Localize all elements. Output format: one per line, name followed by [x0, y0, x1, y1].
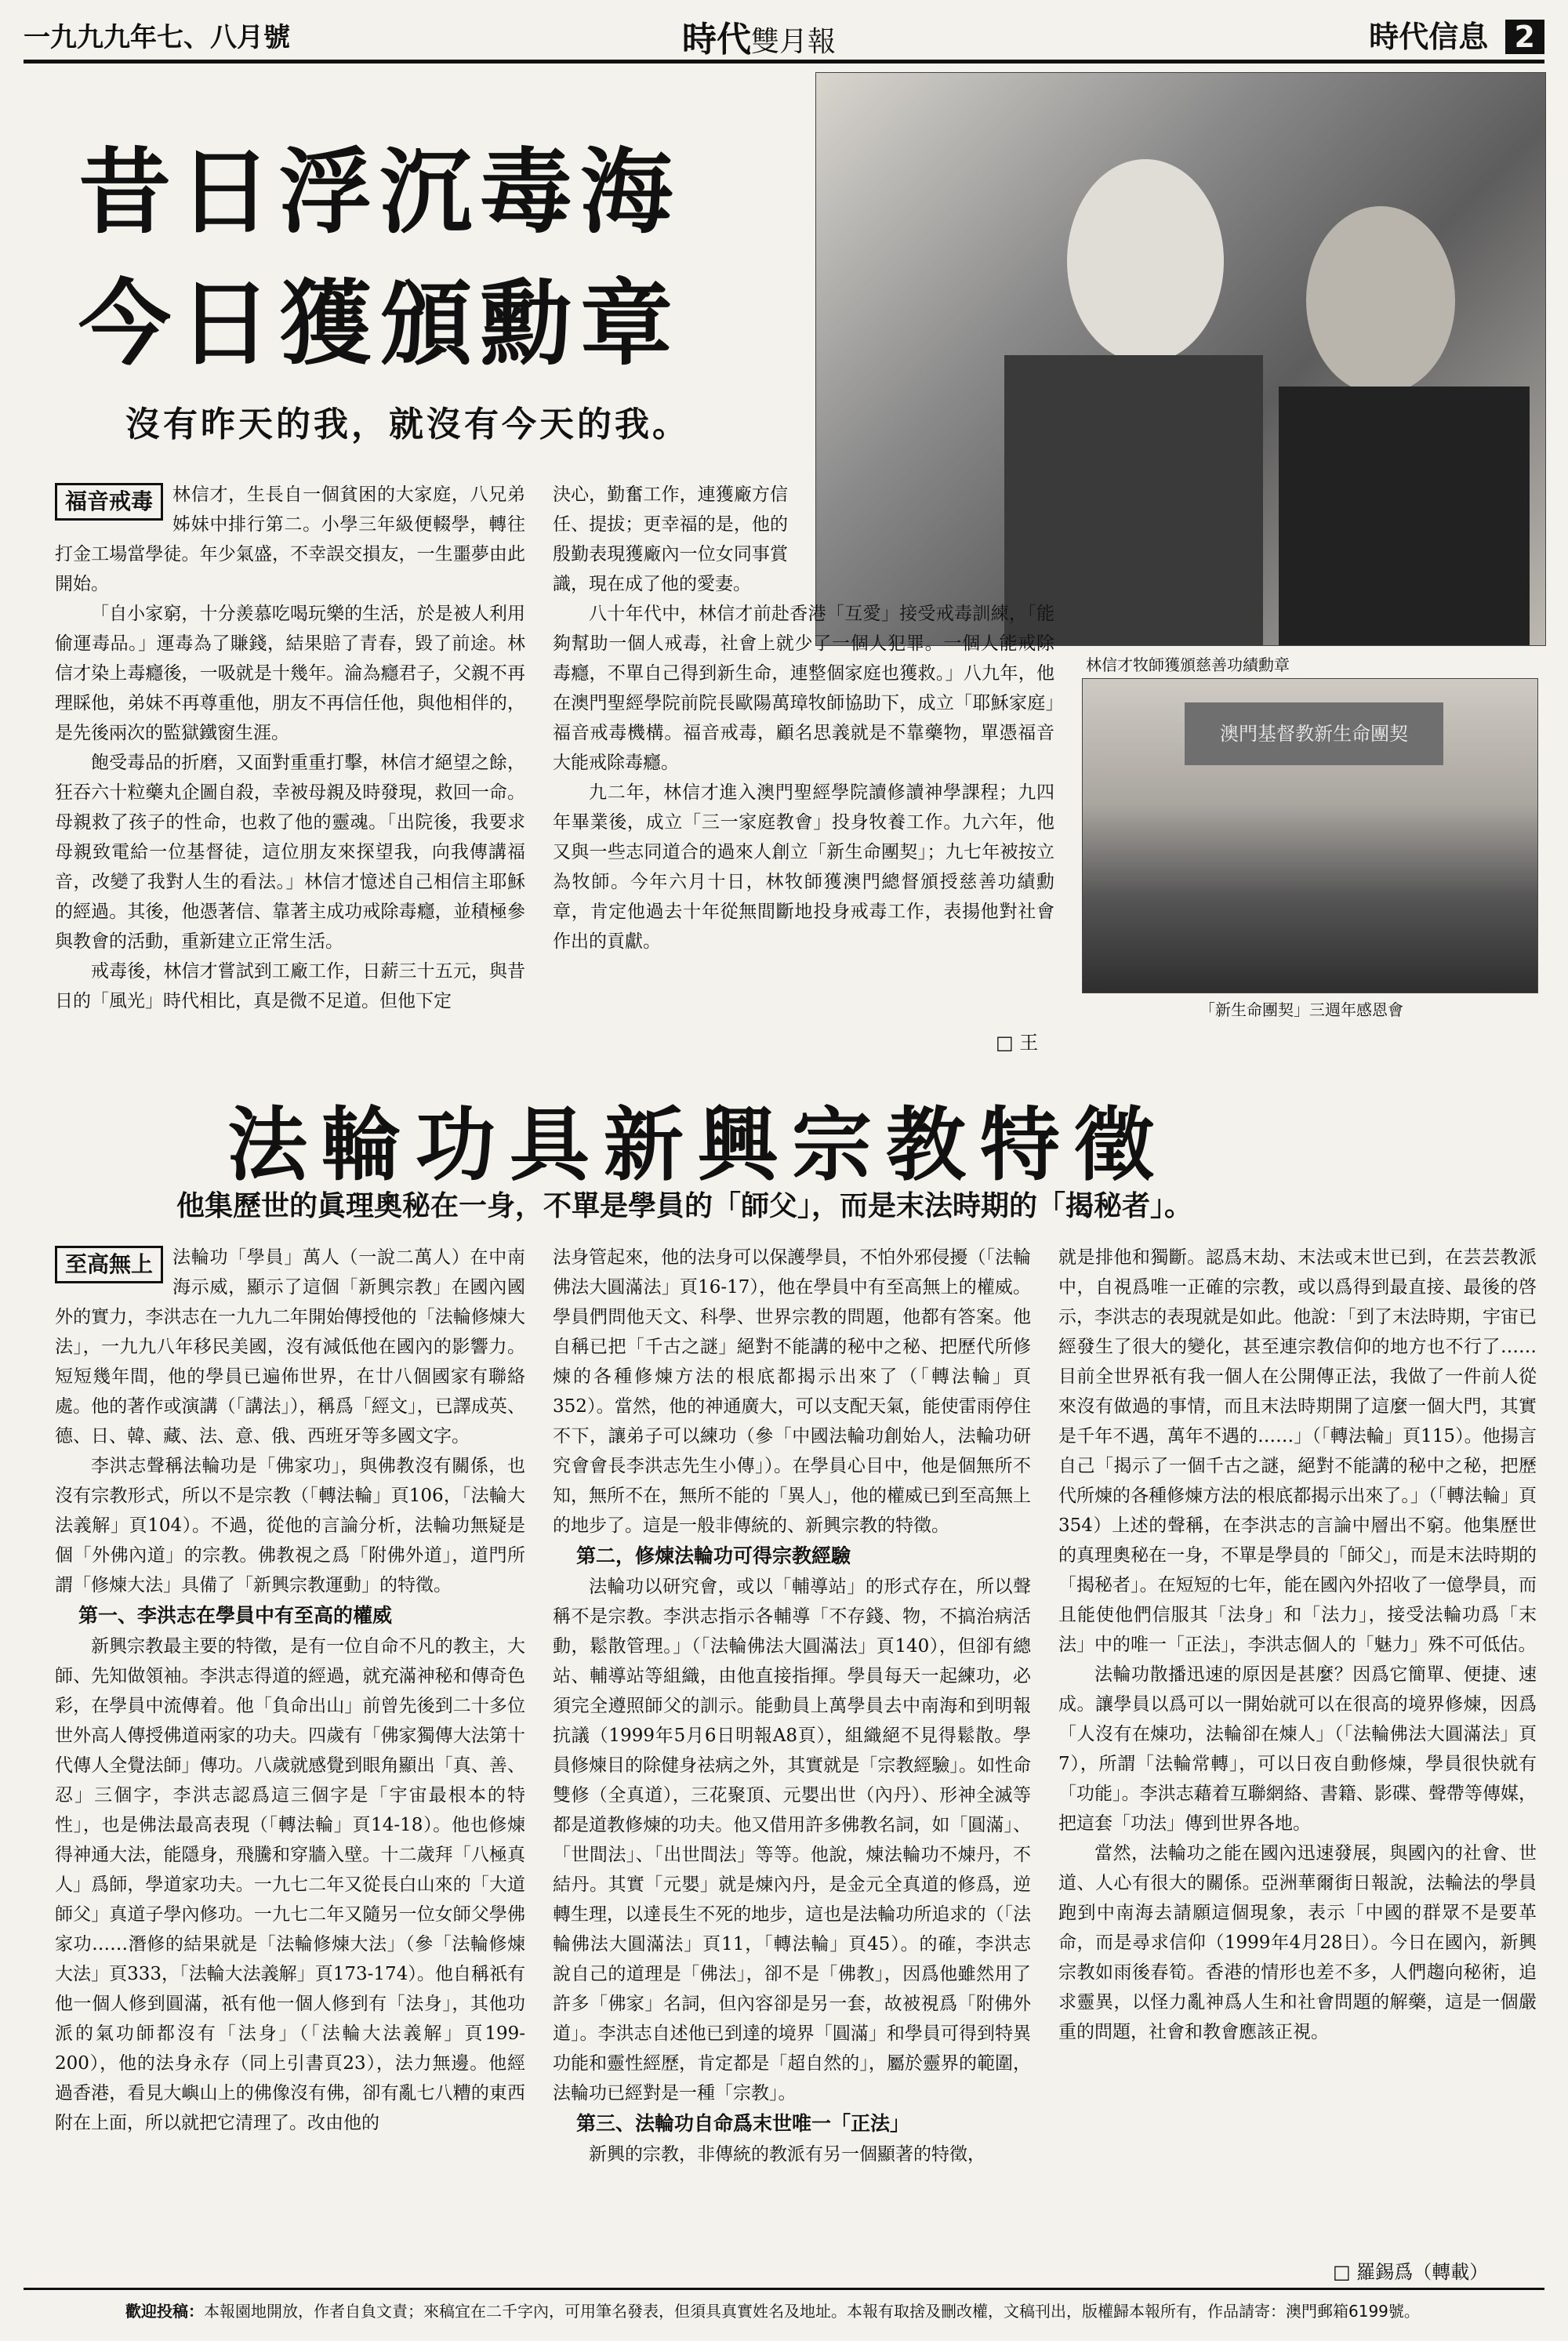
footer-notice: [125, 2299, 1537, 2321]
paper-title-sub: 雙月報: [751, 26, 837, 58]
article1-paragraph: 九二年，林信才進入澳門聖經學院讀修讀神學課程；九四年畢業後，成立「三一家庭教會」投身牧養工作。九六年，他又與一些志同道合的過來人創立「新生命團契」；九七年被按立為牧師。今年六月十日，林牧師獲澳門總督頒授慈善功績勳章，肯定他過去十年從無間斷地投身戒毒工作，表揚他對社會作出的貢獻。: [553, 782, 1054, 952]
article2-paragraph: 法身管起來，他的法身可以保護學員，不怕外邪侵擾（「法輪佛法大圓滿法」頁16-17），他在學員中有至高無上的權威。學員們問他天文、科學、世界宗教的問題，他都有答案。他自稱已把「千古之謎」絕對不能講的秘中之秘、把歷代所修煉的各種修煉方法的根底都揭示出來了（「轉法輪」頁352）。當然，他的神通廣大，可以支配天氣，能使雷雨停住不下，讓弟子可以練功（參「中國法輪功創始人，法輪功研究會會長李洪志先生小傳」）。在學員心目中，他是個無所不知，無所不在，無所不能的「異人」，他的權威已到至高無上的地步了。這是一般非傳統的、新興宗教的特徵。: [553, 1247, 1031, 1536]
article1-subtitle: 沒有昨天的我，就沒有今天的我。: [125, 405, 690, 445]
masthead-rule: [24, 60, 1544, 64]
article1-badge: 福音戒毒: [55, 483, 163, 521]
article2-column3: [1058, 1243, 1537, 2047]
article2-paragraph: 當然，法輪功之能在國內迅速發展，與國內的社會、世道、人心有很大的關係。亞洲華爾街日報說，法輪法的學員跑到中南海去請願這個現象，表示「中國的群眾不是要革命，而是尋求信仰（1999年4月28日）。今日在國內，新興宗教如雨後春筍。香港的情形也差不多，人們趨向秘術，追求靈異，以怪力亂神爲人生和社會問題的解藥，這是一個嚴重的問題，社會和教會應該正視。: [1058, 1843, 1537, 2042]
article2-paragraph: 新興宗教最主要的特徵，是有一位自命不凡的教主，大師、先知做領袖。李洪志得道的經過，就充滿神秘和傳奇色彩，在學員中流傳着。他「負命出山」前曾先後到二十多位世外高人傳授佛道兩家的功夫。四歲有「佛家獨傳大法第十代傳人全覺法師」傳功。八歲就感覺到眼角顯出「真、善、忍」三個字，李洪志認爲這三個字是「宇宙最根本的特性」，也是佛法最高表現（「轉法輪」頁14-18）。他也修煉得神通大法，能隱身，飛騰和穿牆入壁。十二歲拜「八極真人」爲師，學道家功夫。一九七二年又從長白山來的「大道師父」真道子學內修功。一九七二年又隨另一位女師父學佛家功……潛修的結果就是「法輪修煉大法」（參「法輪修煉大法」頁333，「法輪大法義解」頁173-174）。他自稱祇有他一個人修到圓滿，祇有他一個人修到有「法身」，其他功派的氣功師都沒有「法身」（「法輪大法義解」頁199-200），他的法身永存（同上引書頁23），法力無邊。他經過香港，看見大嶼山上的佛像沒有佛，卻有亂七八糟的東西附在上面，所以就把它清理了。改由他的: [55, 1636, 525, 2133]
footer-rule: [24, 2288, 1544, 2290]
article2-byline: □ 羅錫爲（轉載）: [1333, 2261, 1489, 2283]
article1-headline-line1: 昔日浮沉毒海: [78, 137, 681, 246]
article2-paragraph: 新興的宗教，非傳統的教派有另一個顯著的特徵，: [589, 2144, 985, 2165]
article1-paragraph: 決心，勤奮工作，連獲廠方信任、提拔；更幸福的是，他的殷勤表現獲廠內一位女同事賞識，現在成了他的愛妻。: [553, 485, 788, 594]
article2-subheading: 第二，修煉法輪功可得宗教經驗: [576, 1544, 851, 1567]
article1-byline: □ 王: [996, 1032, 1039, 1054]
article1-paragraph: 八十年代中，林信才前赴香港「互愛」接受戒毒訓練，「能夠幫助一個人戒毒，社會上就少了一個人犯罪。一個人能戒除毒癮，不單自己得到新生命，連整個家庭也獲救。」八九年，他在澳門聖經學院前院長歐陽萬璋牧師協助下，成立「耶穌家庭」福音戒毒機構。福音戒毒，顧名思義就是不靠藥物，單憑福音大能戒除毒癮。: [553, 604, 1054, 773]
article2-column1: [55, 1243, 525, 2138]
fellowship-photo: [1082, 678, 1538, 993]
masthead: [24, 11, 1544, 60]
article2-paragraph: 就是排他和獨斷。認爲末劫、末法或末世已到，在芸芸教派中，自視爲唯一正確的宗教，或以爲得到最直接、最後的啓示，李洪志的表現就是如此。他說：「到了末法時期，宇宙已經發生了很大的變化，甚至連宗教信仰的地方也不行了……目前全世界祇有我一個人在公開傳正法，我做了一件前人從來沒有做過的事情，而且末法時期開了這麼一個大門，其實是千年不遇，萬年不遇的……」（「轉法輪」頁115）。他揚言自己「揭示了一個千古之謎，絕對不能講的秘中之秘，把歷代所煉的各種修煉方法的根底都揭示出來了。」（「轉法輪」頁354）上述的聲稱，在李洪志的言論中層出不窮。他集歷世的真理奧秘在一身，不單是學員的「師父」，而是末法時期的「揭秘者」。在短短的七年，能在國內外招收了一億學員，而且能使他們信服其「法身」和「法力」，接受法輪功爲「末法」中的唯一「正法」，李洪志個人的「魅力」殊不可低估。: [1058, 1247, 1537, 1655]
article2-badge: 至高無上: [55, 1246, 163, 1283]
article2-paragraph: 法輪功以研究會，或以「輔導站」的形式存在，所以聲稱不是宗教。李洪志指示各輔導「不存錢、物，不搞治病活動，鬆散管理。」（「法輪佛法大圓滿法」頁140），但卻有總站、輔導站等組織，由他直接指揮。學員每天一起練功，必須完全遵照師父的訓示。能動員上萬學員去中南海和到明報抗議（1999年5月6日明報A8頁），組織絕不見得鬆散。學員修煉目的除健身祛病之外，其實就是「宗教經驗」。如性命雙修（全真道），三花聚頂、元嬰出世（內丹）、形神全滅等都是道教修煉的功夫。他又借用許多佛教名詞，如「圓滿」、「世間法」、「出世間法」等等。他說，煉法輪功不煉丹，不結丹。其實「元嬰」就是煉內丹，是金元全真道的修爲，逆轉生理，以達長生不死的地步，這也是法輪功所追求的（「法輪佛法大圓滿法」頁11，「轉法輪」頁45）。的確，李洪志說自己的道理是「佛法」，卻不是「佛教」，因爲他雖然用了許多「佛家」名詞，但內容卻是另一套，故被視爲「附佛外道」。李洪志自述他已到達的境界「圓滿」和學員可得到特異功能和靈性經歷，肯定都是「超自然的」，屬於靈界的範圍，法輪功已經對是一種「宗教」。: [553, 1577, 1031, 2103]
footer-label: 歡迎投稿：: [125, 2302, 204, 2321]
article2-column2: [553, 1243, 1031, 2169]
fellowship-banner: [1185, 702, 1443, 765]
section-label: [1369, 13, 1544, 56]
article1-paragraph: 「自小家窮，十分羨慕吃喝玩樂的生活，於是被人利用偷運毒品。」運毒為了賺錢，結果賠了青春，毀了前途。林信才染上毒癮後，一吸就是十幾年。淪為癮君子，父親不再理睬他，弟妹不再尊重他，朋友不再信任他，與他相伴的，是先後兩次的監獄鐵窗生涯。: [55, 604, 525, 743]
article2-paragraph: 李洪志聲稱法輪功是「佛家功」，與佛教沒有關係，也沒有宗教形式，所以不是宗教（「轉法輪」頁106，「法輪大法義解」頁104）。不過，從他的言論分析，法輪功無疑是個「外佛內道」的宗教。佛教視之爲「附佛外道」，道門所謂「修煉大法」具備了「新興宗教運動」的特徵。: [55, 1456, 525, 1595]
article1-column1: [55, 480, 525, 1016]
article1-paragraph: 戒毒後，林信才嘗試到工廠工作，日薪三十五元，與昔日的「風光」時代相比，真是微不足道。但他下定: [55, 961, 525, 1011]
article1-column2: [553, 480, 1054, 956]
article2-subheading: 第一、李洪志在學員中有至高的權威: [78, 1604, 393, 1627]
article2-paragraph: 法輪功散播迅速的原因是甚麼？因爲它簡單、便捷、速成。讓學員以爲可以一開始就可以在很高的境界修煉，因爲「人沒有在煉功，法輪卻在煉人」（「法輪佛法大圓滿法」頁7），所謂「法輪常轉」，可以日夜自動修煉，學員很快就有「功能」。李洪志藉着互聯網絡、書籍、影碟、聲帶等傳媒，把這套「功法」傳到世界各地。: [1058, 1664, 1537, 1834]
paper-title-main: 時代: [682, 20, 751, 60]
article2-subheading: 第三、法輪功自命爲末世唯一「正法」: [576, 2112, 910, 2135]
award-photo-caption: 林信才牧師獲頒慈善功績勳章: [1086, 655, 1290, 674]
section-name: 時代信息: [1369, 20, 1489, 54]
page-number: 2: [1505, 20, 1544, 54]
paper-title: [682, 11, 836, 61]
footer-text: 本報園地開放，作者自負文責；來稿宜在二千字內，可用筆名發表，但須具真實姓名及地址。本報有取捨及刪改權，文稿刊出，版權歸本報所有，作品請寄：澳門郵箱6199號。: [204, 2302, 1420, 2321]
article1-paragraph: 林信才，生長自一個貧困的大家庭，八兄弟姊妹中排行第二。小學三年級便輟學，轉往打金工場當學徒。年少氣盛，不幸誤交損友，一生噩夢由此開始。: [55, 485, 525, 594]
fellowship-photo-caption: 「新生命團契」三週年感恩會: [1200, 1000, 1403, 1019]
article2-headline: 法輪功具新興宗教特徵: [227, 1098, 1168, 1192]
issue-date: 一九九九年七、八月號: [24, 22, 290, 53]
article1-paragraph: 飽受毒品的折磨，又面對重重打擊，林信才絕望之餘，狂吞六十粒藥丸企圖自殺，幸被母親及時發現，救回一命。母親救了孩子的性命，也救了他的靈魂。「出院後，我要求母親致電給一位基督徒，這位朋友來探望我，向我傳講福音，改變了我對人生的看法。」林信才憶述自己相信主耶穌的經過。其後，他憑著信、靠著主成功戒除毒癮，並積極參與教會的活動，重新建立正常生活。: [55, 753, 525, 952]
article2-paragraph: 法輪功「學員」萬人（一說二萬人）在中南海示威，顯示了這個「新興宗教」在國內國外的實力，李洪志在一九九二年開始傳授他的「法輪修煉大法」，一九九八年移民美國，沒有減低他在國內的影響力。短短幾年間，他的學員已遍佈世界，在廿八個國家有聯絡處。他的著作或演講（「講法」），稱爲「經文」，已譯成英、德、日、韓、藏、法、意、俄、西班牙等多國文字。: [55, 1247, 525, 1446]
article2-subtitle: 他集歷世的眞理奧秘在一身，不單是學員的「師父」，而是末法時期的「揭秘者」。: [176, 1189, 1193, 1222]
fellowship-banner-text: 澳門基督教新生命團契: [1220, 723, 1408, 745]
article1-headline-line2: 今日獲頒勳章: [78, 269, 681, 378]
